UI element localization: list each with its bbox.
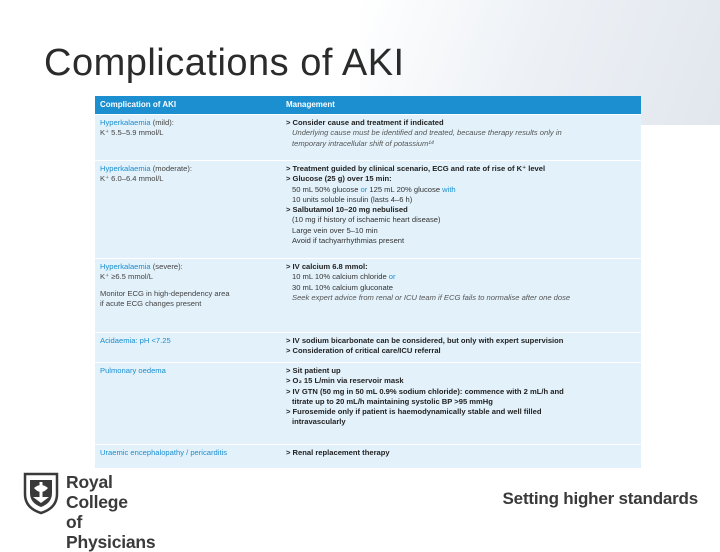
rcp-logo [22,470,172,552]
management-cell: > Renal replacement therapy [281,445,641,467]
table-row [95,259,641,333]
footer-tagline: Setting higher standards [502,489,698,508]
table-header-row [95,96,641,115]
header-complication: Complication of AKI [95,96,281,115]
complication-cell: Pulmonary oedema [95,363,281,445]
table-row [95,445,641,467]
complication-cell: Hyperkalaemia (severe): K⁺ ≥6.5 mmol/L Monitor ECG in high-dependency area if acute ECG changes present [95,259,281,333]
header-management: Management [281,96,641,115]
table-row [95,115,641,161]
rcp-crest-icon [22,470,60,515]
management-cell: > IV calcium 6.8 mmol: 10 mL 10% calcium chloride or 30 mL 10% calcium gluconate Seek expert advice from renal or ICU team if ECG fails to normalise after one dose [281,259,641,333]
logo-wordmark: Royal College of Physicians [66,472,156,552]
management-cell: > IV sodium bicarbonate can be considered, but only with expert supervision > Consideration of critical care/ICU referral [281,333,641,363]
complication-cell: Uraemic encephalopathy / pericarditis [95,445,281,467]
table-row [95,363,641,445]
management-cell: > Sit patient up > O₂ 15 L/min via reservoir mask > IV GTN (50 mg in 50 mL 0.9% sodium chloride): commence with 2 mL/h and titrate up to 20 mL/h maintaining systolic BP >95 mmHg > Furosemide only if patient is haemodynamically stable and well filled intravascularly [281,363,641,445]
table-row [95,161,641,259]
complication-cell: Acidaemia: pH <7.25 [95,333,281,363]
aki-complications-table [95,96,641,468]
complication-cell: Hyperkalaemia (moderate): K⁺ 6.0–6.4 mmol/L [95,161,281,259]
table-row [95,333,641,363]
slide-title: Complications of AKI [44,42,405,84]
management-cell: > Treatment guided by clinical scenario, ECG and rate of rise of K⁺ level > Glucose (25 g) over 15 min: 50 mL 50% glucose or 125 mL 20% glucose with 10 units soluble insulin (lasts 4–6 h) > Salbutamol 10–20 mg nebulised (10 mg if history of ischaemic heart disease) Large vein over 5–10 min Avoid if tachyarrhythmias present [281,161,641,259]
complication-cell: Hyperkalaemia (mild): K⁺ 5.5–5.9 mmol/L [95,115,281,161]
management-cell: > Consider cause and treatment if indicated Underlying cause must be identified and treated, because therapy results only in temporary intracellular shift of potassium¹⁴ [281,115,641,161]
